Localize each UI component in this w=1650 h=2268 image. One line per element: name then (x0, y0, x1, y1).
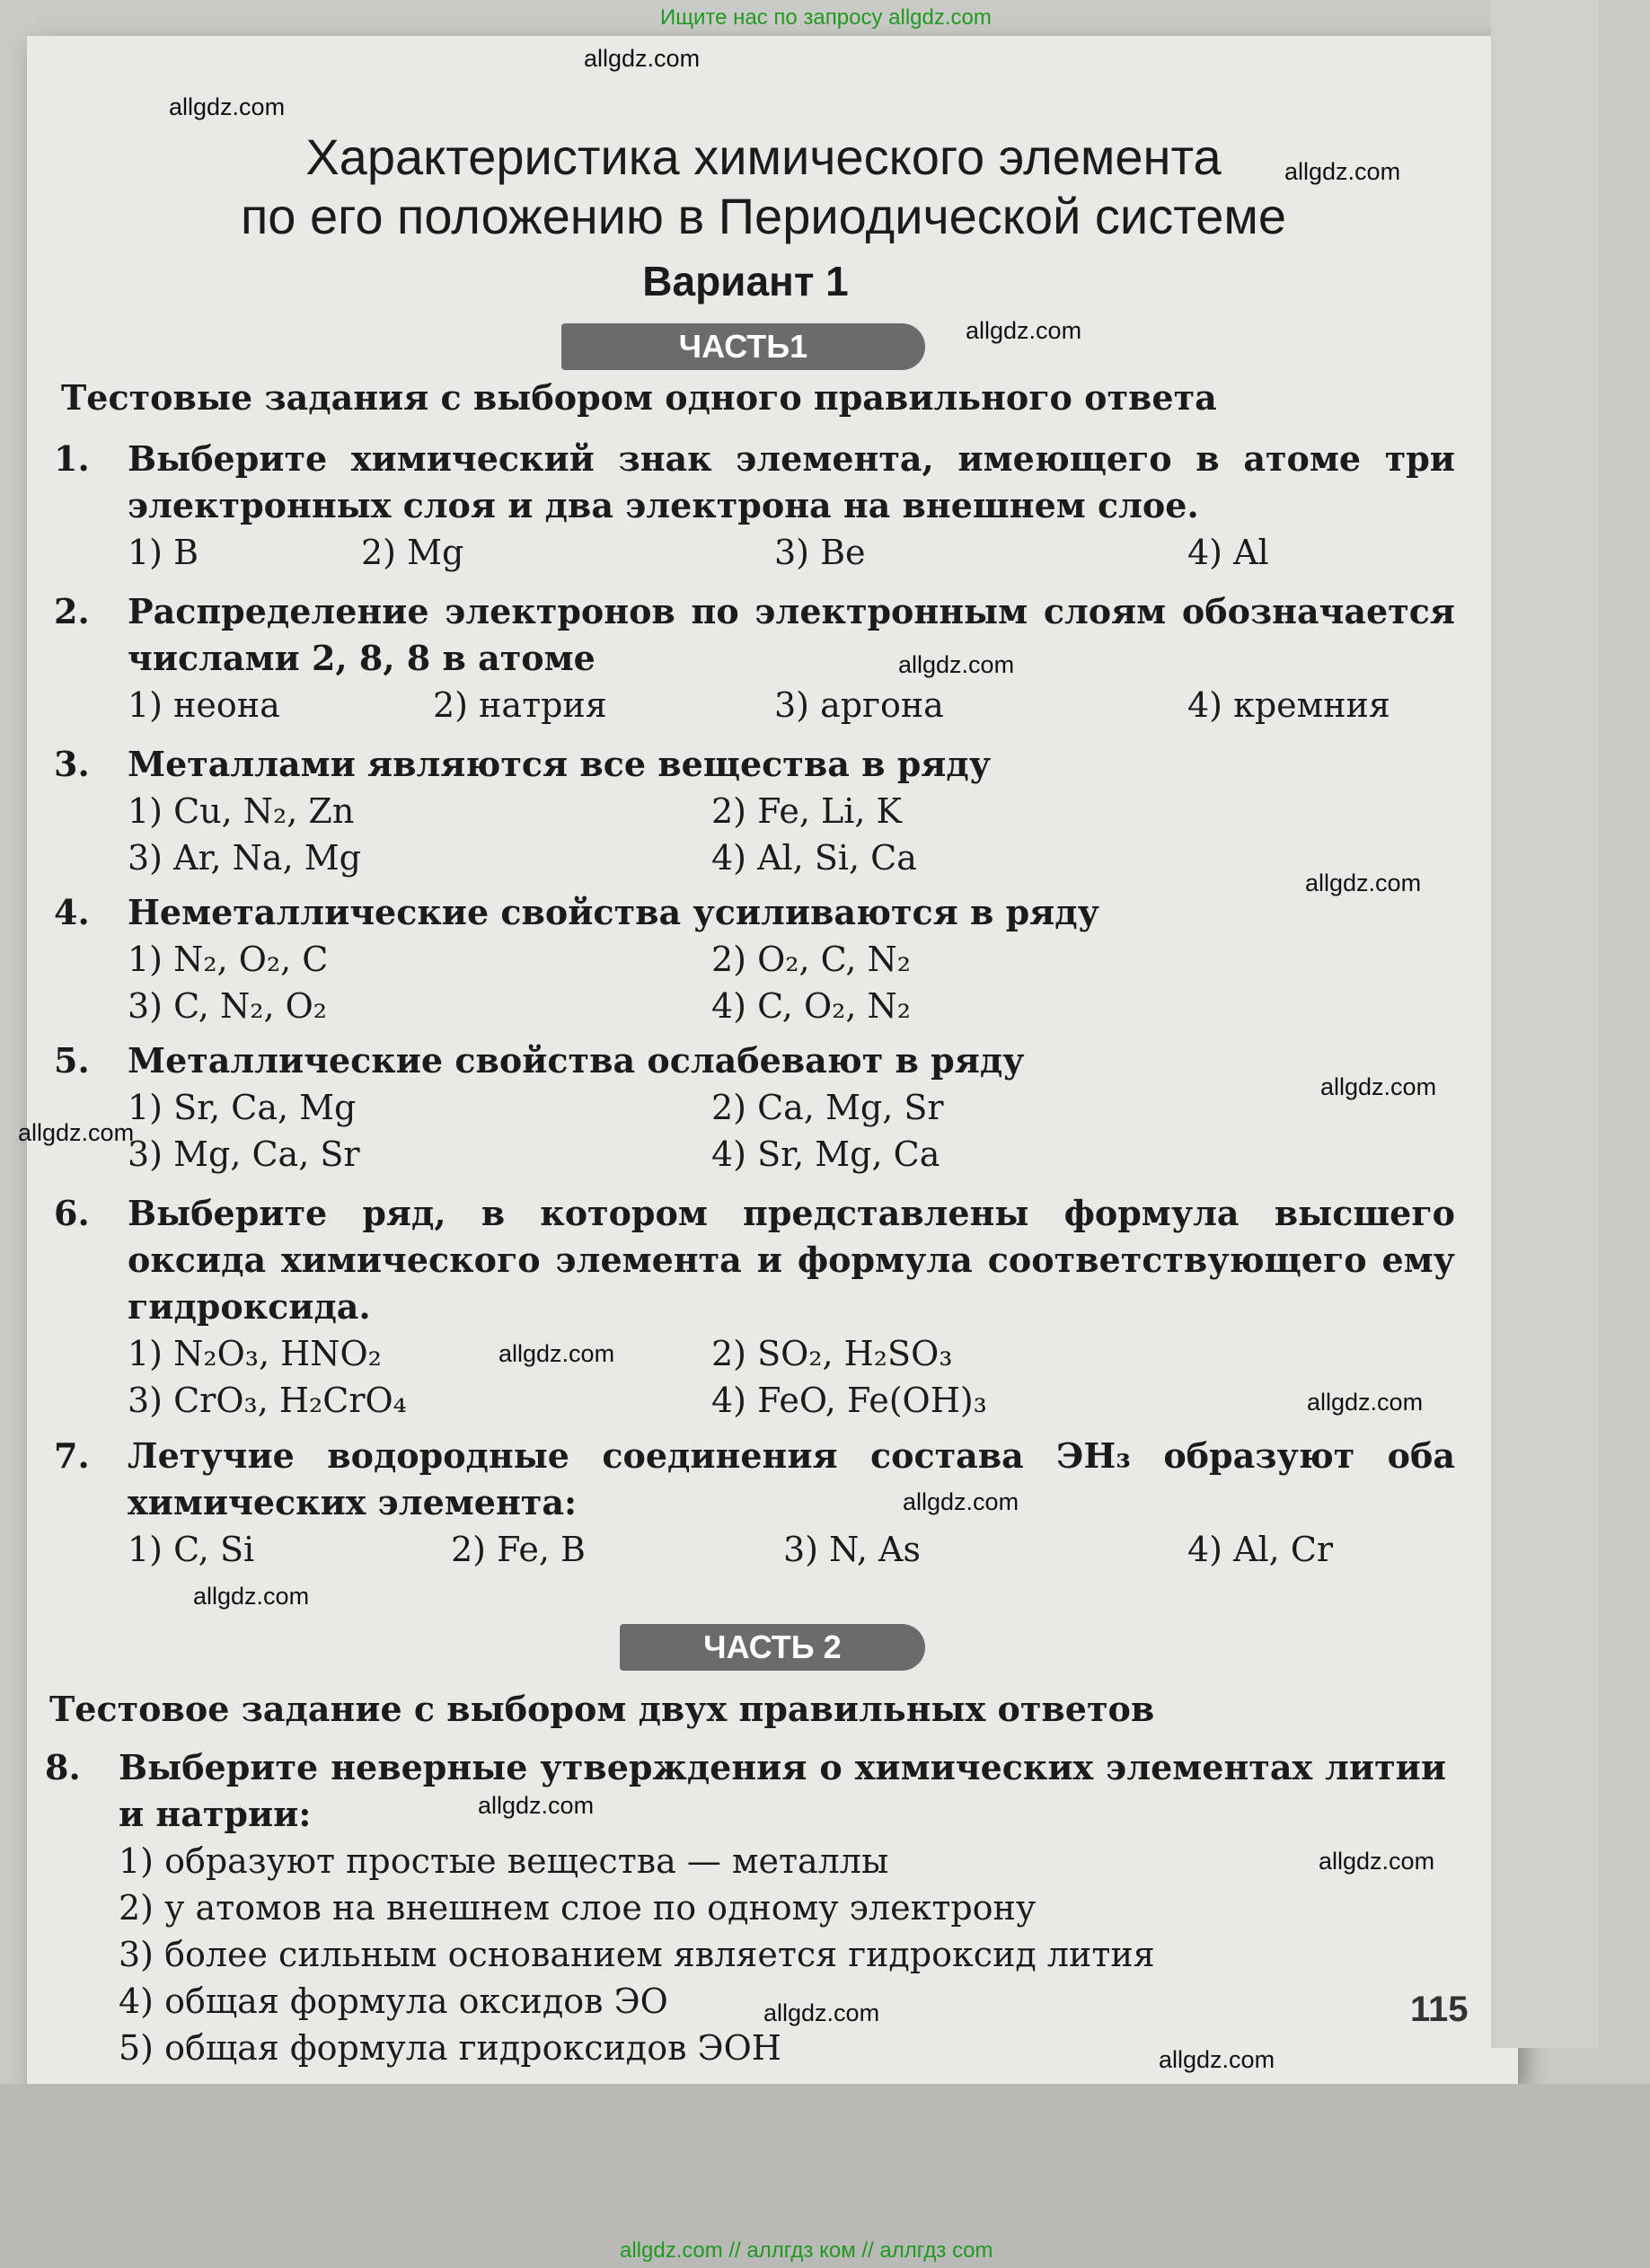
answer-option[interactable]: 4) Sr, Mg, Ca (711, 1134, 940, 1174)
question-4 (54, 889, 1455, 1029)
question-text: Металлами являются все вещества в ряду (128, 744, 992, 784)
watermark: allgdz.com (193, 1583, 310, 1610)
watermark: allgdz.com (1307, 1389, 1424, 1416)
answer-option[interactable]: 4) Al (1187, 533, 1269, 572)
answer-option[interactable]: 1) B (128, 533, 199, 572)
answer-option[interactable]: 1) C, Si (128, 1530, 255, 1569)
question-3 (54, 741, 1455, 881)
top-watermark[interactable]: Ищите нас по запросу allgdz.com (660, 5, 992, 30)
question-number: 8. (45, 1747, 81, 1787)
answer-options (128, 983, 1455, 1029)
question-number: 3. (54, 744, 90, 784)
footer-watermark[interactable]: allgdz.com // аллгдз ком // аллгдз com (620, 2238, 993, 2263)
answer-option[interactable]: 1) Sr, Ca, Mg (128, 1088, 357, 1127)
question-number: 5. (54, 1040, 90, 1081)
answer-option[interactable]: 2) натрия (433, 685, 607, 725)
question-number: 1. (54, 438, 90, 479)
answer-options (128, 834, 1455, 881)
answer-option[interactable]: 4) Al, Si, Ca (711, 838, 917, 878)
answer-option[interactable]: 4) кремния (1187, 685, 1390, 725)
question-2 (54, 588, 1455, 728)
answer-option[interactable]: 2) у атомов на внешнем слое по одному электрону (119, 1888, 1037, 1928)
question-1 (54, 436, 1455, 576)
watermark: allgdz.com (903, 1488, 1019, 1515)
answer-option[interactable]: 3) Be (774, 533, 866, 572)
answer-option[interactable]: 1) N₂, O₂, C (128, 940, 329, 979)
answer-option[interactable]: 2) Mg (361, 533, 464, 572)
page-title-line1: Характеристика химического элемента (305, 128, 1222, 185)
question-text: Распределение электронов по электронным слоям обозначается числами 2, 8, 8 в атоме (128, 591, 1455, 678)
question-text: Выберите ряд, в котором представлены формула высшего оксида химического элемента и формула соответствующего ему гидроксида. (128, 1193, 1455, 1327)
question-text: Неметаллические свойства усиливаются в ряду (128, 892, 1099, 932)
answer-option[interactable]: 4) Al, Cr (1187, 1530, 1334, 1569)
answer-option[interactable]: 1) N₂O₃, HNO₂ (128, 1334, 382, 1373)
answer-option[interactable]: 2) Fe, Li, K (711, 791, 902, 831)
answer-option[interactable]: 3) N, As (783, 1530, 922, 1569)
watermark: allgdz.com (966, 317, 1082, 344)
watermark: allgdz.com (584, 45, 701, 72)
page-number: 115 (1410, 1990, 1469, 2029)
answer-options (128, 1131, 1455, 1178)
answer-options (128, 1526, 1455, 1573)
watermark: allgdz.com (763, 1999, 880, 2026)
question-5 (54, 1037, 1455, 1178)
question-text: Летучие водородные соединения состава ЭН₃ образуют оба химических элемента: (128, 1435, 1455, 1522)
watermark: allgdz.com (478, 1792, 595, 1819)
page-title-line2: по его положению в Периодической системе (240, 188, 1287, 244)
answer-option[interactable]: 3) аргона (774, 685, 944, 725)
question-number: 4. (54, 892, 90, 932)
watermark: allgdz.com (1284, 158, 1401, 185)
watermark: allgdz.com (18, 1119, 135, 1146)
answer-option[interactable]: 1) Cu, N₂, Zn (128, 791, 355, 831)
answer-option[interactable]: 4) общая формула оксидов ЭО (119, 1981, 668, 2021)
answer-options (128, 682, 1455, 728)
question-text: Выберите химический знак элемента, имеющего в атоме три электронных слоя и два электрона на внешнем слое. (128, 438, 1455, 525)
question-text: Металлические свойства ослабевают в ряду (128, 1040, 1025, 1081)
answer-option[interactable]: 1) образуют простые вещества — металлы (119, 1841, 889, 1881)
answer-option[interactable]: 1) неона (128, 685, 280, 725)
answer-option[interactable]: 3) CrO₃, H₂CrO₄ (128, 1381, 407, 1420)
question-number: 2. (54, 591, 90, 631)
part2-badge: ЧАСТЬ 2 (620, 1624, 925, 1671)
answer-option[interactable]: 2) SO₂, H₂SO₃ (711, 1334, 953, 1373)
answer-option[interactable]: 3) Mg, Ca, Sr (128, 1134, 360, 1174)
answer-option[interactable]: 3) C, N₂, O₂ (128, 986, 327, 1026)
watermark: allgdz.com (1305, 869, 1422, 896)
part1-section-heading: Тестовые задания с выбором одного правильного ответа (61, 377, 1217, 418)
answer-options (128, 1330, 1455, 1377)
answer-option[interactable]: 4) C, O₂, N₂ (711, 986, 911, 1026)
question-6 (54, 1190, 1455, 1424)
answer-options (128, 788, 1455, 834)
answer-options (128, 529, 1455, 576)
watermark: allgdz.com (898, 651, 1015, 678)
watermark: allgdz.com (1319, 1848, 1435, 1875)
page-edge (1491, 0, 1599, 2048)
answer-options (128, 1084, 1455, 1131)
part2-section-heading: Тестовое задание с выбором двух правильных ответов (49, 1689, 1155, 1729)
question-8 (45, 1744, 1446, 2071)
answer-option[interactable]: 3) Ar, Na, Mg (128, 838, 361, 878)
watermark: allgdz.com (499, 1340, 615, 1367)
answer-options (128, 1377, 1455, 1424)
answer-option[interactable]: 3) более сильным основанием является гидроксид лития (119, 1935, 1155, 1974)
watermark: allgdz.com (1159, 2046, 1275, 2073)
answer-options (128, 936, 1455, 983)
question-text: Выберите неверные утверждения о химических элементах литии и натрии: (119, 1747, 1446, 1834)
question-number: 6. (54, 1193, 90, 1233)
answer-option[interactable]: 4) FeO, Fe(OH)₃ (711, 1381, 987, 1420)
variant-heading: Вариант 1 (642, 258, 849, 304)
question-7 (54, 1433, 1455, 1573)
question-number: 7. (54, 1435, 90, 1476)
answer-option[interactable]: 2) Fe, B (451, 1530, 586, 1569)
watermark: allgdz.com (169, 93, 286, 120)
answer-option[interactable]: 5) общая формула гидроксидов ЭОН (119, 2028, 781, 2068)
answer-option[interactable]: 2) O₂, C, N₂ (711, 940, 911, 979)
answer-option[interactable]: 2) Ca, Mg, Sr (711, 1088, 944, 1127)
part1-badge: ЧАСТЬ1 (561, 323, 925, 370)
watermark: allgdz.com (1320, 1073, 1437, 1100)
